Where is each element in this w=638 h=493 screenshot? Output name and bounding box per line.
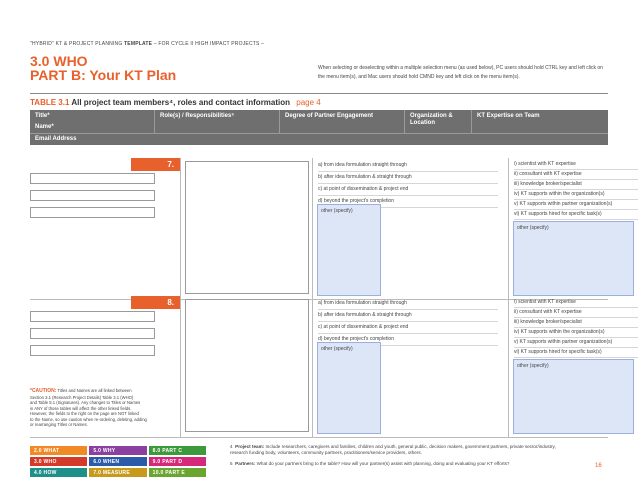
section-heading [30, 54, 176, 68]
caution-line: Section 3.1 (Research Project Details) Table 3.1 (WHO) [30, 394, 134, 400]
roles-field[interactable] [185, 161, 309, 294]
kt-option[interactable]: iv) KT supports within the organization(s) [514, 190, 638, 200]
nav-why[interactable]: 5.0 WHY [89, 446, 146, 455]
table-title: All project team members⁴, roles and contact information [71, 98, 291, 107]
kt-other-field[interactable]: other (specify) [513, 359, 634, 434]
kt-option[interactable]: vi) KT supports hired for specific task(s) [514, 210, 638, 220]
kt-option[interactable]: ii) consultant with KT expertise [514, 170, 638, 180]
nav-part-d[interactable]: 9.0 PART D [149, 457, 206, 466]
nav-how[interactable]: 4.0 HOW [30, 468, 87, 477]
caution-line: However, the fields to the right on the page are NOT linked [30, 411, 139, 416]
email-field[interactable] [30, 207, 155, 218]
header-program-line [30, 41, 264, 47]
kt-select[interactable] [514, 160, 638, 220]
col-org-header: Organization & Location [405, 110, 472, 133]
footnote-text: Include researchers, caregivers and families, children and youth, general public, decision makers, government partners, private sector/industry, research funding body, volunteers, community partners, practitioners/service providers, others. [230, 444, 556, 455]
name-field[interactable] [30, 190, 155, 201]
kt-cell [508, 158, 638, 300]
kt-option[interactable]: ii) consultant with KT expertise [514, 308, 638, 318]
section-nav [30, 446, 208, 479]
nav-when[interactable]: 6.0 WHEN [89, 457, 146, 466]
kt-other-field[interactable]: other (specify) [513, 221, 634, 296]
title-field[interactable] [30, 173, 155, 184]
nav-row [30, 468, 208, 477]
caution-line: Titles and Names are all linked between [57, 388, 132, 393]
footnote-text: What do your partners bring to the table? How will your partner(s) assist with planning, doing and evaluating your KT efforts? [256, 461, 510, 466]
footnotes [230, 444, 570, 472]
entry-number: 7. [131, 158, 180, 171]
degree-option[interactable]: d) beyond the project's completion [318, 196, 498, 208]
caution-title: *CAUTION: [30, 388, 57, 394]
header-divider [30, 93, 608, 94]
kt-cell [508, 296, 638, 438]
degree-option[interactable]: c) at point of dissemination & project end [318, 322, 498, 334]
degree-option[interactable]: c) at point of dissemination & project end [318, 184, 498, 196]
entry-number: 8. [131, 296, 180, 309]
program-text: "HYBRID" KT & PROJECT PLANNING [30, 41, 123, 47]
identity-fields [30, 311, 155, 362]
nav-row [30, 457, 208, 466]
footnote-label: Project team: [235, 444, 265, 449]
degree-other-field[interactable]: other (specify) [317, 342, 381, 434]
col-kt-header: KT Expertise on Team [477, 113, 540, 119]
roles-cell [180, 296, 312, 438]
email-field[interactable] [30, 345, 155, 356]
footnote-5 [230, 461, 570, 467]
roles-field[interactable] [185, 299, 309, 432]
footnote-number: 4 [230, 444, 233, 449]
col-degree-header: Degree of Partner Engagement [280, 110, 405, 133]
identity-fields [30, 173, 155, 224]
caution-note [30, 388, 155, 428]
table-page-ref: page 4 [296, 98, 321, 107]
kt-option[interactable]: vi) KT supports hired for specific task(s) [514, 348, 638, 358]
name-field[interactable] [30, 328, 155, 339]
footnote-4 [230, 444, 570, 456]
nav-part-c[interactable]: 8.0 PART C [149, 446, 206, 455]
name-header: Name* [35, 124, 54, 130]
selection-instructions: When selecting or deselecting within a multiple selection menu (as used below), PC users should hold CTRL key and left click on the menu item(s), and Mac users should hold CMND key and left click on the menu item(s). [318, 65, 603, 80]
table-caption [30, 98, 321, 107]
kt-option[interactable]: v) KT supports within partner organization(s) [514, 338, 638, 348]
caution-line: and Table 8.1 (Signatures). Any changes to Titles or Names [30, 400, 141, 405]
kt-option[interactable]: iii) knowledge broker/specialist [514, 318, 638, 328]
degree-cell [312, 296, 499, 438]
section-title [30, 54, 176, 83]
kt-option[interactable]: i) scientist with KT expertise [514, 298, 638, 308]
degree-select[interactable] [318, 298, 498, 346]
section-name: WHO [53, 53, 88, 69]
section-number: 3.0 [30, 53, 50, 69]
kt-option[interactable]: iv) KT supports within the organization(s) [514, 328, 638, 338]
kt-option[interactable]: v) KT supports within partner organization(s) [514, 200, 638, 210]
nav-measure[interactable]: 7.0 MEASURE [89, 468, 146, 477]
part-heading: PART B: Your KT Plan [30, 67, 177, 83]
caution-line: to the Name, so use caution when re-ordering, deleting, adding [30, 416, 147, 422]
title-field[interactable] [30, 311, 155, 322]
degree-select[interactable] [318, 160, 498, 208]
nav-who[interactable]: 3.0 WHO [30, 457, 87, 466]
caution-line: in ANY of those tables will affect the other linked fields. [30, 405, 132, 411]
page-number: 16 [595, 463, 602, 469]
nav-what[interactable]: 2.0 WHAT [30, 446, 87, 455]
degree-option[interactable]: d) beyond the project's completion [318, 334, 498, 346]
col-title-header: Title* [30, 110, 155, 133]
kt-option[interactable]: iii) knowledge broker/specialist [514, 180, 638, 190]
roles-cell [180, 158, 312, 300]
nav-part-e[interactable]: 10.0 PART E [149, 468, 206, 477]
kt-select[interactable] [514, 298, 638, 358]
caution-line: or rearranging Titles or Names. [30, 422, 88, 427]
degree-option[interactable]: a) from idea formulation straight through [318, 160, 498, 172]
kt-option[interactable]: i) scientist with KT expertise [514, 160, 638, 170]
degree-option[interactable]: a) from idea formulation straight through [318, 298, 498, 310]
col-roles-header: Role(s) / Responsibilities⁵ [155, 110, 280, 133]
email-header: Email Address [30, 133, 608, 145]
footnote-number: 5 [230, 461, 233, 466]
team-table-header [30, 110, 608, 145]
nav-row [30, 446, 208, 455]
degree-option[interactable]: b) after idea formulation & straight through [318, 310, 498, 322]
team-member-entry [30, 158, 613, 300]
table-label: TABLE 3.1 [30, 98, 70, 107]
template-word: TEMPLATE [124, 41, 153, 47]
degree-option[interactable]: b) after idea formulation & straight through [318, 172, 498, 184]
degree-other-field[interactable]: other (specify) [317, 204, 381, 296]
degree-cell [312, 158, 499, 300]
footnote-label: Partners: [235, 461, 256, 466]
cycle-text: – FOR CYCLE II HIGH IMPACT PROJECTS – [153, 41, 265, 47]
